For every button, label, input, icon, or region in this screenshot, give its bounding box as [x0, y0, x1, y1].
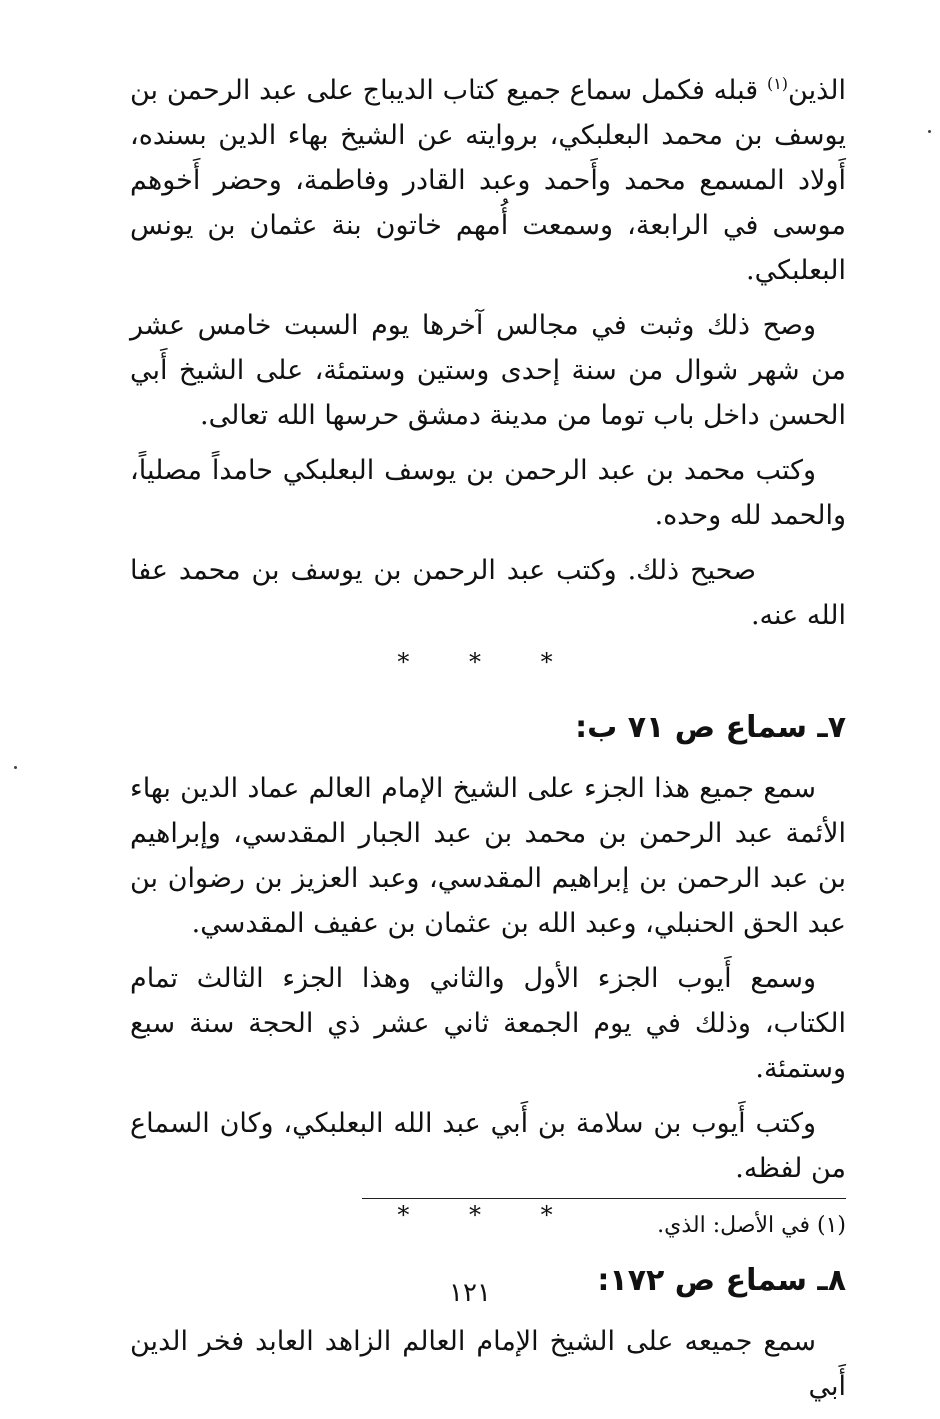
paragraph-1-start: الذين	[788, 75, 846, 106]
scan-speck	[928, 130, 931, 133]
section-separator-2: * * *	[397, 1201, 579, 1229]
paragraph-3: وكتب محمد بن عبد الرحمن بن يوسف البعلبكي حامداً مصلياً، والحمد لله وحده.	[130, 455, 846, 531]
section-heading-7: ٧ـ سماع ص ٧١ ب:	[575, 710, 846, 745]
paragraph-1	[130, 68, 846, 293]
paragraph-4: صحيح ذلك. وكتب عبد الرحمن بن يوسف بن محمد عفا الله عنه.	[130, 555, 846, 631]
paragraph-5: سمع جميع هذا الجزء على الشيخ الإمام العالم عماد الدين بهاء الأئمة عبد الرحمن بن محمد بن عبد الجبار المقدسي، وإبراهيم بن عبد الرحمن بن إبراهيم المقدسي، وعبد العزيز بن رضوان بن عبد الحق الحنبلي، وعبد الله بن عثمان بن عفيف المقدسي.	[130, 773, 846, 939]
scan-speck	[14, 766, 17, 769]
paragraph-7: وكتب أَيوب بن سلامة بن أَبي عبد الله البعلبكي، وكان السماع من لفظه.	[130, 1108, 846, 1184]
paragraph-6: وسمع أَيوب الجزء الأول والثاني وهذا الجزء الثالث تمام الكتاب، وذلك في يوم الجمعة ثاني عشر ذي الحجة سنة سبع وستمئة.	[130, 963, 846, 1084]
page-number: ١٢١	[449, 1278, 491, 1308]
footnote: (١) في الأصل: الذي.	[657, 1213, 846, 1238]
section-separator-1: * * *	[397, 648, 579, 676]
paragraph-8: سمع جميعه على الشيخ الإمام العالم الزاهد العابد فخر الدين أَبي	[130, 1326, 846, 1402]
paragraph-2: وصح ذلك وثبت في مجالس آخرها يوم السبت خامس عشر من شهر شوال من سنة إحدى وستين وستمئة، على الشيخ أَبي الحسن داخل باب توما من مدينة دمشق حرسها الله تعالى.	[130, 310, 846, 431]
section-heading-8: ٨ـ سماع ص ١٧٢:	[597, 1263, 846, 1298]
footnote-divider	[362, 1198, 846, 1199]
paragraph-1-rest: قبله فكمل سماع جميع كتاب الديباج على عبد الرحمن بن يوسف بن محمد البعلبكي، بروايته عن الشيخ بهاء الدين بسنده، أَولاد المسمع محمد وأَحمد وعبد القادر وفاطمة، وحضر أَخوهم موسى في الرابعة، وسمعت أُمهم خاتون بنة عثمان بن يونس البعلبكي.	[130, 75, 846, 286]
footnote-reference: (١)	[766, 74, 789, 93]
